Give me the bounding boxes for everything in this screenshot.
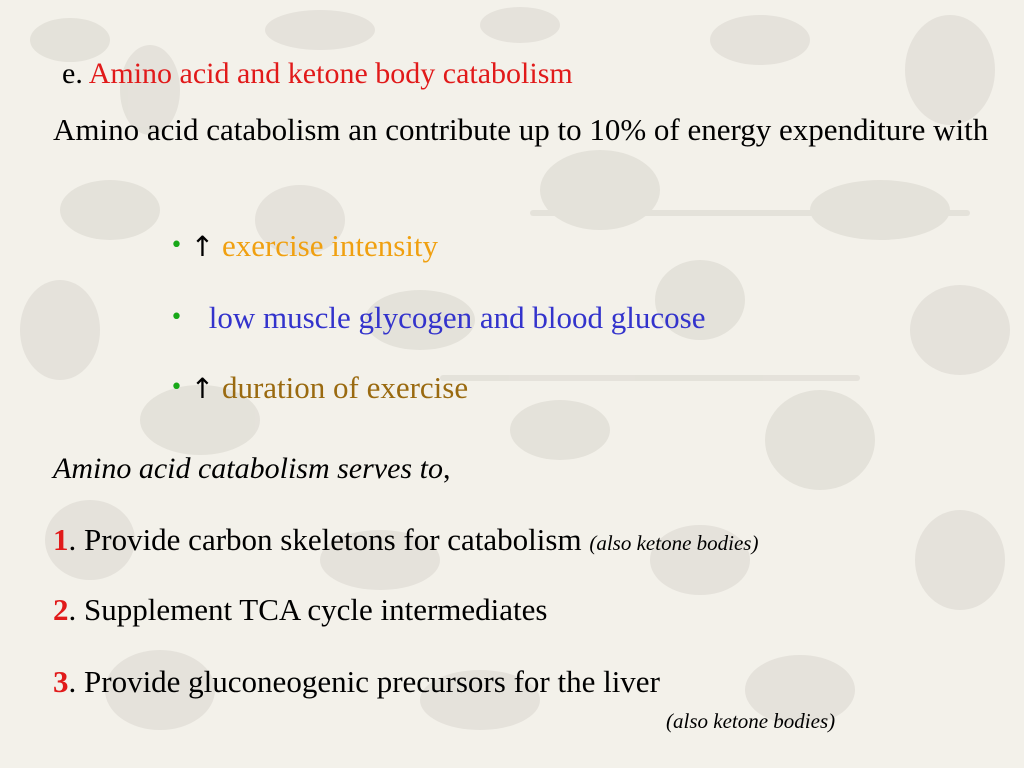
- bullet-text: exercise intensity: [221, 228, 439, 263]
- list-item: [53, 592, 547, 628]
- item-text: . Provide carbon skeletons for catabolism: [68, 522, 582, 557]
- up-arrow-icon: ↑: [190, 372, 215, 405]
- bullet-dot-icon: •: [170, 233, 183, 258]
- bullet-text: duration of exercise: [221, 370, 469, 405]
- item-number: 1: [53, 522, 69, 557]
- bullet-item: [170, 228, 438, 265]
- bullet-item: [170, 370, 468, 407]
- serves-heading: [53, 451, 450, 487]
- list-item: [53, 664, 660, 700]
- bullet-item: [170, 300, 706, 336]
- item-text: . Provide gluconeogenic precursors for the liver: [68, 664, 660, 699]
- heading-prefix: e.: [62, 57, 83, 90]
- intro-paragraph: Amino acid catabolism an contribute up to 10% of energy expenditure with: [53, 112, 989, 147]
- slide-heading: [62, 56, 573, 92]
- bullet-text: low muscle glycogen and blood glucose: [208, 300, 706, 335]
- item-text: . Supplement TCA cycle intermediates: [68, 592, 548, 627]
- serves-suffix: ,: [442, 452, 451, 485]
- list-item: [53, 522, 758, 561]
- bullet-dot-icon: •: [170, 305, 183, 330]
- item-number: 3: [53, 664, 69, 699]
- item-number: 2: [53, 592, 69, 627]
- item-note: (also ketone bodies): [666, 709, 836, 733]
- up-arrow-icon: ↑: [190, 230, 215, 263]
- item-note: (also ketone bodies): [589, 531, 759, 555]
- serves-text: Amino acid catabolism serves to: [53, 452, 443, 485]
- heading-title: Amino acid and ketone body catabolism: [88, 57, 573, 90]
- bullet-dot-icon: •: [170, 375, 183, 400]
